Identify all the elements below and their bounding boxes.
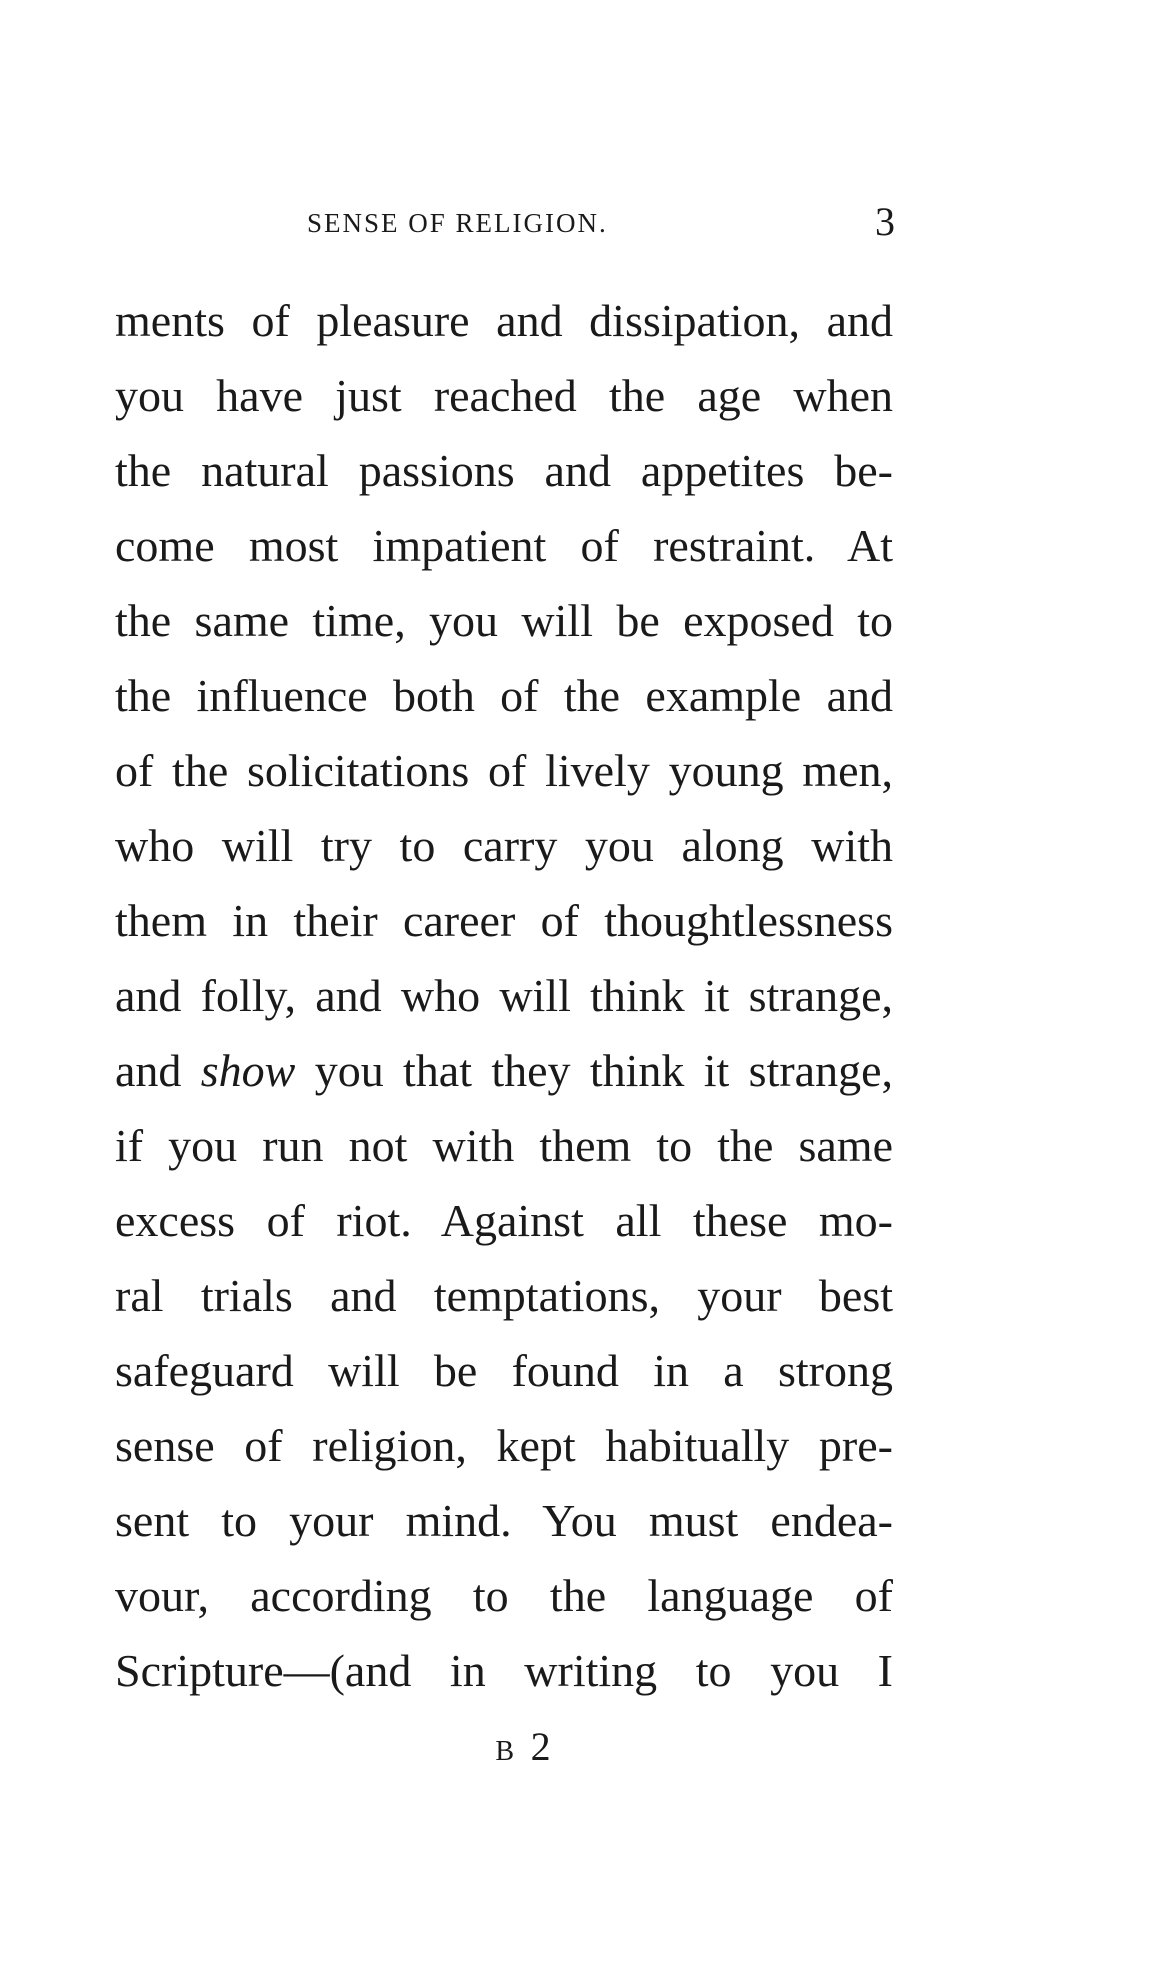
signature-mark <box>0 1725 1050 1774</box>
text-line: safeguard will be found in a strong <box>115 1345 893 1396</box>
text-line: the natural passions and appetites be- <box>115 445 893 496</box>
text-line: ral trials and temptations, your best <box>115 1270 893 1321</box>
text-line: the same time, you will be exposed to <box>115 595 893 646</box>
line-part: you that they think it strange, <box>295 1045 893 1096</box>
italic-word: show <box>200 1045 296 1096</box>
text-line-with-italic <box>115 1033 893 1108</box>
text-line: ments of pleasure and dissipation, and <box>115 295 893 346</box>
text-line: and folly, and who will think it strange, <box>115 970 893 1021</box>
text-line: them in their career of thoughtlessness <box>115 895 893 946</box>
line-part: and <box>115 1045 201 1096</box>
text-line: of the solicitations of lively young men, <box>115 745 893 796</box>
text-line: if you run not with them to the same <box>115 1120 893 1171</box>
text-line: Scripture—(and in writing to you I <box>115 1645 893 1696</box>
text-line: the influence both of the example and <box>115 670 893 721</box>
page-number: 3 <box>875 199 895 244</box>
text-line: sent to your mind. You must endea- <box>115 1495 893 1546</box>
running-title: SENSE OF RELIGION. <box>307 208 608 238</box>
signature-number: 2 <box>530 1724 555 1769</box>
body-text <box>115 283 893 1708</box>
text-line: come most impatient of restraint. At <box>115 520 893 571</box>
text-line: sense of religion, kept habitually pre- <box>115 1420 893 1471</box>
running-head <box>115 199 895 244</box>
text-line: excess of riot. Against all these mo- <box>115 1195 893 1246</box>
text-line: you have just reached the age when <box>115 370 893 421</box>
signature-letter: B <box>495 1736 519 1767</box>
text-line: vour, according to the language of <box>115 1570 893 1621</box>
text-line: who will try to carry you along with <box>115 820 893 871</box>
